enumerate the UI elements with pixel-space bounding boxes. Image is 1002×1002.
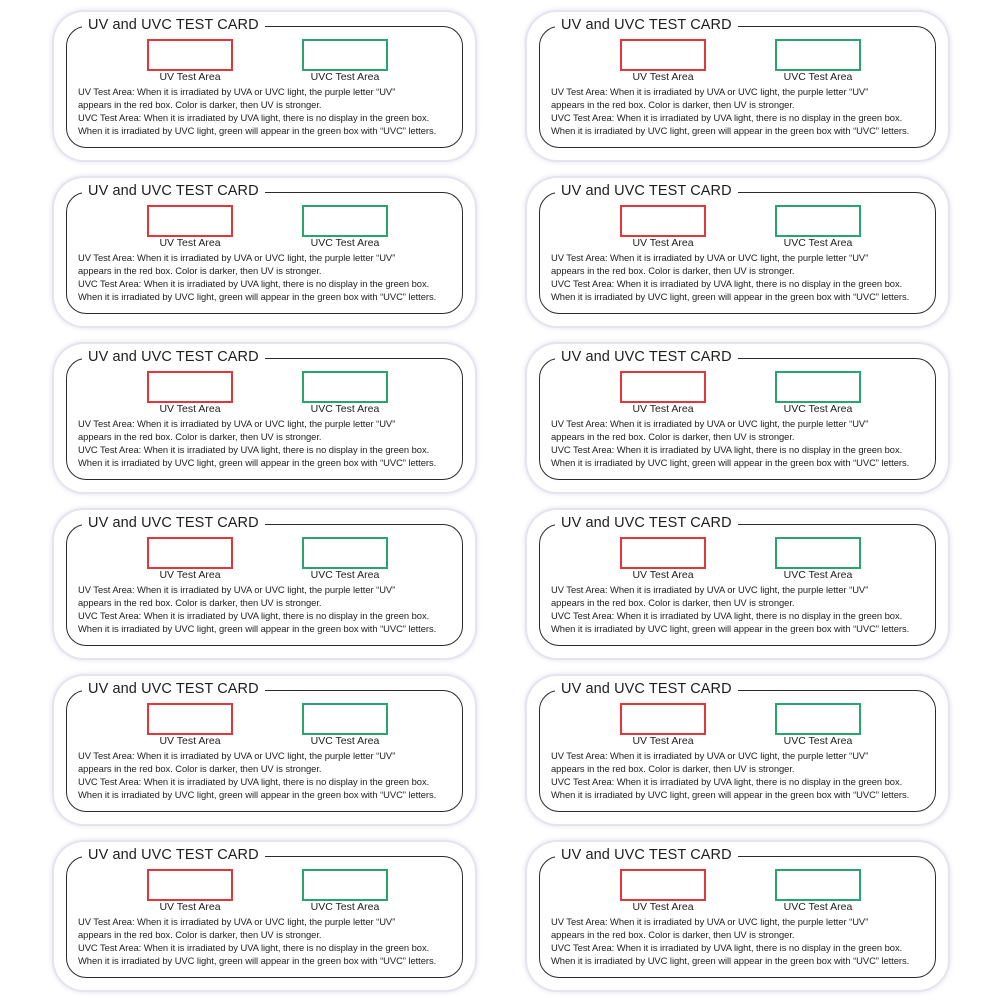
description-line: UVC Test Area: When it is irradiated by UVA light, there is no display in the green box.: [78, 112, 430, 123]
uvc-test-area-label: UVC Test Area: [310, 901, 380, 913]
description-line: When it is irradiated by UVC light, green will appear in the green box with “UVC” letters.: [78, 623, 437, 634]
description-line: When it is irradiated by UVC light, green will appear in the green box with “UVC” letters.: [551, 457, 910, 468]
uvc-test-area: [775, 703, 861, 748]
uv-test-area: [620, 39, 706, 84]
uv-red-box: [620, 537, 706, 569]
description-line: UVC Test Area: When it is irradiated by UVA light, there is no display in the green box.: [551, 112, 903, 123]
test-card: [54, 178, 475, 326]
uv-red-box: [147, 537, 233, 569]
uv-test-area: [147, 205, 233, 250]
uvc-test-area-label: UVC Test Area: [310, 71, 380, 83]
uvc-test-area-label: UVC Test Area: [310, 237, 380, 249]
uv-red-box: [620, 703, 706, 735]
uvc-test-area: [775, 205, 861, 250]
card-sheet: [54, 12, 948, 990]
uvc-test-area-label: UVC Test Area: [783, 71, 853, 83]
uv-test-area: [620, 869, 706, 914]
card-description: [551, 749, 941, 801]
uv-test-area-label: UV Test Area: [159, 71, 221, 83]
test-card: [527, 178, 948, 326]
uv-test-area-label: UV Test Area: [159, 237, 221, 249]
description-line: UVC Test Area: When it is irradiated by UVA light, there is no display in the green box.: [551, 610, 903, 621]
uv-red-box: [147, 869, 233, 901]
uvc-test-area: [302, 703, 388, 748]
uvc-test-area: [302, 371, 388, 416]
description-line: UV Test Area: When it is irradiated by UVA or UVC light, the purple letter “UV”: [551, 252, 869, 263]
card-description: [78, 583, 468, 635]
description-line: When it is irradiated by UVC light, green will appear in the green box with “UVC” letters.: [78, 955, 437, 966]
uvc-test-area: [302, 205, 388, 250]
description-line: appears in the red box. Color is darker, then UV is stronger.: [551, 763, 795, 774]
description-line: UVC Test Area: When it is irradiated by UVA light, there is no display in the green box.: [78, 610, 430, 621]
uvc-green-box: [775, 537, 861, 569]
description-line: UVC Test Area: When it is irradiated by UVA light, there is no display in the green box.: [78, 942, 430, 953]
card-description: [551, 417, 941, 469]
uvc-test-area: [302, 869, 388, 914]
description-line: UV Test Area: When it is irradiated by UVA or UVC light, the purple letter “UV”: [551, 750, 869, 761]
card-description: [78, 915, 468, 967]
description-line: UVC Test Area: When it is irradiated by UVA light, there is no display in the green box.: [551, 942, 903, 953]
uvc-green-box: [775, 205, 861, 237]
test-card: [54, 12, 475, 160]
uvc-test-area-label: UVC Test Area: [783, 403, 853, 415]
uv-test-area: [620, 205, 706, 250]
description-line: UV Test Area: When it is irradiated by UVA or UVC light, the purple letter “UV”: [78, 252, 396, 263]
description-line: UV Test Area: When it is irradiated by UVA or UVC light, the purple letter “UV”: [78, 750, 396, 761]
uvc-green-box: [775, 703, 861, 735]
description-line: UV Test Area: When it is irradiated by UVA or UVC light, the purple letter “UV”: [78, 418, 396, 429]
test-card: [54, 344, 475, 492]
test-card: [527, 842, 948, 990]
description-line: UVC Test Area: When it is irradiated by UVA light, there is no display in the green box.: [78, 444, 430, 455]
description-line: UV Test Area: When it is irradiated by UVA or UVC light, the purple letter “UV”: [551, 418, 869, 429]
uv-red-box: [147, 39, 233, 71]
description-line: UV Test Area: When it is irradiated by UVA or UVC light, the purple letter “UV”: [78, 916, 396, 927]
description-line: UVC Test Area: When it is irradiated by UVA light, there is no display in the green box.: [551, 444, 903, 455]
description-line: appears in the red box. Color is darker, then UV is stronger.: [551, 597, 795, 608]
description-line: appears in the red box. Color is darker, then UV is stronger.: [551, 431, 795, 442]
card-description: [551, 85, 941, 137]
description-line: When it is irradiated by UVC light, green will appear in the green box with “UVC” letters.: [551, 955, 910, 966]
uvc-green-box: [302, 371, 388, 403]
uvc-test-area-label: UVC Test Area: [783, 901, 853, 913]
uvc-test-area: [302, 39, 388, 84]
card-title: UV and UVC TEST CARD: [555, 510, 738, 536]
uv-test-area: [620, 703, 706, 748]
uvc-green-box: [775, 869, 861, 901]
uvc-green-box: [302, 703, 388, 735]
card-title: UV and UVC TEST CARD: [82, 344, 265, 370]
uv-red-box: [620, 39, 706, 71]
card-description: [551, 583, 941, 635]
description-line: UVC Test Area: When it is irradiated by UVA light, there is no display in the green box.: [551, 278, 903, 289]
uvc-green-box: [775, 39, 861, 71]
uv-test-area-label: UV Test Area: [632, 403, 694, 415]
uv-test-area-label: UV Test Area: [632, 237, 694, 249]
description-line: appears in the red box. Color is darker, then UV is stronger.: [78, 929, 322, 940]
uv-test-area-label: UV Test Area: [632, 735, 694, 747]
uvc-test-area: [775, 371, 861, 416]
description-line: UV Test Area: When it is irradiated by UVA or UVC light, the purple letter “UV”: [551, 86, 869, 97]
card-title: UV and UVC TEST CARD: [82, 842, 265, 868]
uv-red-box: [620, 205, 706, 237]
uv-test-area: [147, 703, 233, 748]
card-description: [551, 251, 941, 303]
description-line: appears in the red box. Color is darker, then UV is stronger.: [78, 265, 322, 276]
uvc-green-box: [775, 371, 861, 403]
card-description: [78, 85, 468, 137]
description-line: appears in the red box. Color is darker, then UV is stronger.: [78, 597, 322, 608]
description-line: appears in the red box. Color is darker, then UV is stronger.: [78, 763, 322, 774]
description-line: UVC Test Area: When it is irradiated by UVA light, there is no display in the green box.: [78, 278, 430, 289]
uv-red-box: [147, 371, 233, 403]
uvc-test-area-label: UVC Test Area: [783, 569, 853, 581]
description-line: UVC Test Area: When it is irradiated by UVA light, there is no display in the green box.: [551, 776, 903, 787]
description-line: UV Test Area: When it is irradiated by UVA or UVC light, the purple letter “UV”: [551, 584, 869, 595]
uv-test-area-label: UV Test Area: [159, 901, 221, 913]
card-description: [78, 251, 468, 303]
uvc-test-area: [775, 537, 861, 582]
uvc-test-area: [302, 537, 388, 582]
card-title: UV and UVC TEST CARD: [82, 12, 265, 38]
test-card: [527, 12, 948, 160]
uvc-green-box: [302, 869, 388, 901]
uvc-green-box: [302, 537, 388, 569]
uvc-test-area-label: UVC Test Area: [310, 735, 380, 747]
description-line: When it is irradiated by UVC light, green will appear in the green box with “UVC” letters.: [78, 125, 437, 136]
card-title: UV and UVC TEST CARD: [555, 178, 738, 204]
uv-red-box: [147, 703, 233, 735]
uv-test-area-label: UV Test Area: [632, 71, 694, 83]
uv-test-area-label: UV Test Area: [159, 403, 221, 415]
card-title: UV and UVC TEST CARD: [555, 12, 738, 38]
uvc-test-area-label: UVC Test Area: [310, 403, 380, 415]
uvc-test-area-label: UVC Test Area: [783, 735, 853, 747]
uv-test-area-label: UV Test Area: [632, 901, 694, 913]
uv-test-area-label: UV Test Area: [159, 569, 221, 581]
description-line: When it is irradiated by UVC light, green will appear in the green box with “UVC” letters.: [551, 291, 910, 302]
description-line: When it is irradiated by UVC light, green will appear in the green box with “UVC” letters.: [551, 125, 910, 136]
description-line: UV Test Area: When it is irradiated by UVA or UVC light, the purple letter “UV”: [78, 86, 396, 97]
description-line: When it is irradiated by UVC light, green will appear in the green box with “UVC” letters.: [551, 789, 910, 800]
uvc-test-area-label: UVC Test Area: [783, 237, 853, 249]
uv-test-area-label: UV Test Area: [159, 735, 221, 747]
card-title: UV and UVC TEST CARD: [555, 842, 738, 868]
description-line: When it is irradiated by UVC light, green will appear in the green box with “UVC” letters.: [78, 291, 437, 302]
card-title: UV and UVC TEST CARD: [555, 344, 738, 370]
uv-red-box: [147, 205, 233, 237]
card-title: UV and UVC TEST CARD: [555, 676, 738, 702]
description-line: appears in the red box. Color is darker, then UV is stronger.: [78, 99, 322, 110]
description-line: UV Test Area: When it is irradiated by UVA or UVC light, the purple letter “UV”: [78, 584, 396, 595]
card-title: UV and UVC TEST CARD: [82, 178, 265, 204]
description-line: When it is irradiated by UVC light, green will appear in the green box with “UVC” letters.: [551, 623, 910, 634]
card-description: [78, 417, 468, 469]
uv-test-area: [147, 869, 233, 914]
uv-test-area: [147, 39, 233, 84]
test-card: [54, 510, 475, 658]
description-line: appears in the red box. Color is darker, then UV is stronger.: [551, 929, 795, 940]
description-line: When it is irradiated by UVC light, green will appear in the green box with “UVC” letters.: [78, 789, 437, 800]
test-card: [54, 676, 475, 824]
test-card: [527, 676, 948, 824]
uv-test-area: [620, 371, 706, 416]
uv-red-box: [620, 869, 706, 901]
description-line: UV Test Area: When it is irradiated by UVA or UVC light, the purple letter “UV”: [551, 916, 869, 927]
description-line: UVC Test Area: When it is irradiated by UVA light, there is no display in the green box.: [78, 776, 430, 787]
test-card: [527, 344, 948, 492]
uv-red-box: [620, 371, 706, 403]
card-description: [551, 915, 941, 967]
description-line: When it is irradiated by UVC light, green will appear in the green box with “UVC” letters.: [78, 457, 437, 468]
card-description: [78, 749, 468, 801]
card-title: UV and UVC TEST CARD: [82, 510, 265, 536]
uvc-green-box: [302, 39, 388, 71]
uv-test-area-label: UV Test Area: [632, 569, 694, 581]
test-card: [527, 510, 948, 658]
description-line: appears in the red box. Color is darker, then UV is stronger.: [78, 431, 322, 442]
uv-test-area: [620, 537, 706, 582]
uvc-test-area: [775, 39, 861, 84]
uv-test-area: [147, 537, 233, 582]
description-line: appears in the red box. Color is darker, then UV is stronger.: [551, 265, 795, 276]
uvc-test-area: [775, 869, 861, 914]
card-title: UV and UVC TEST CARD: [82, 676, 265, 702]
test-card: [54, 842, 475, 990]
uvc-test-area-label: UVC Test Area: [310, 569, 380, 581]
uvc-green-box: [302, 205, 388, 237]
uv-test-area: [147, 371, 233, 416]
description-line: appears in the red box. Color is darker, then UV is stronger.: [551, 99, 795, 110]
